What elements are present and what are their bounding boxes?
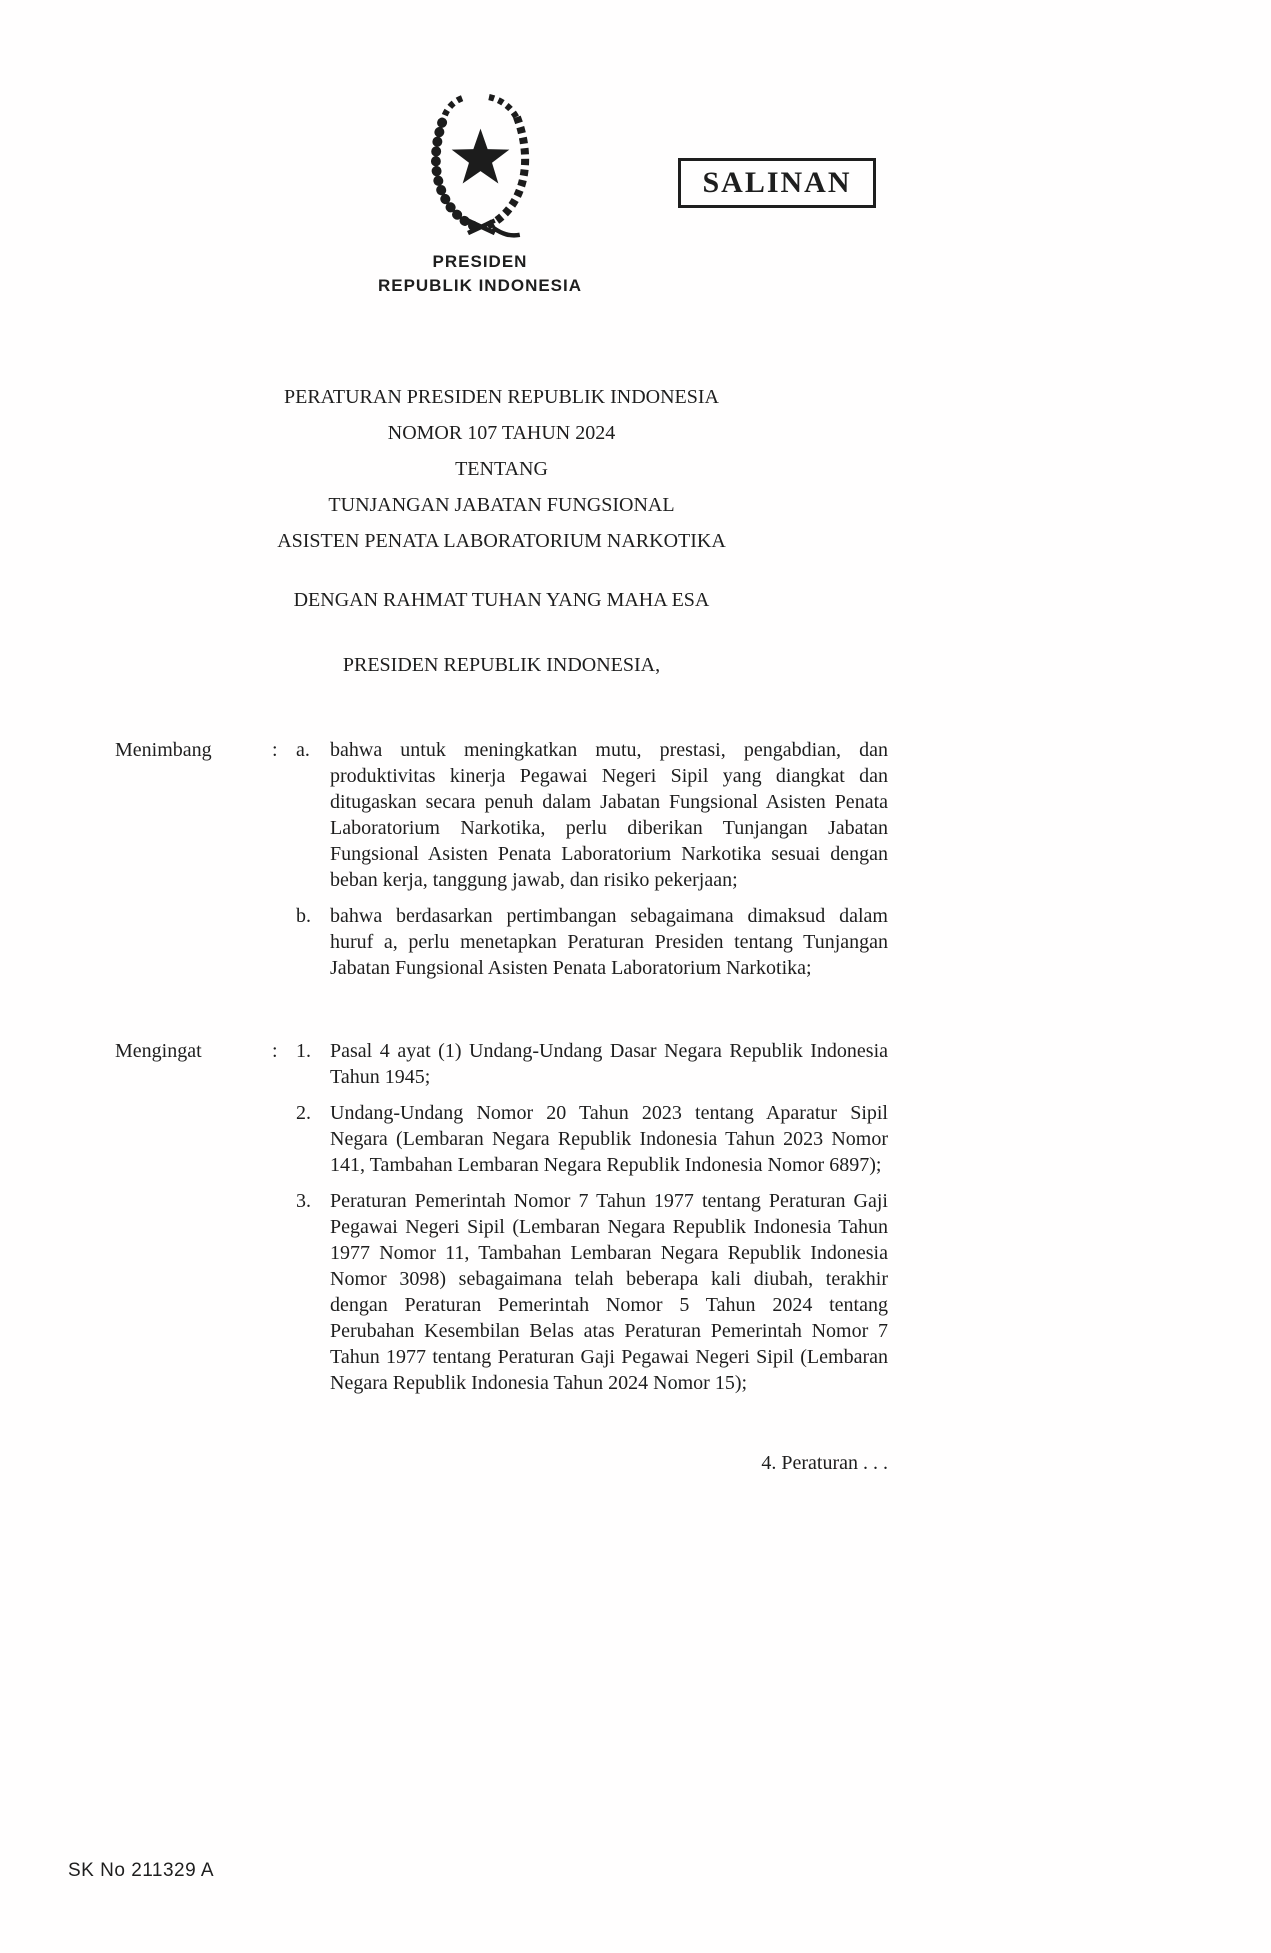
presidential-emblem-icon [345,92,615,242]
authority-line: PRESIDEN REPUBLIK INDONESIA, [342,654,661,676]
salinan-label: SALINAN [702,166,852,199]
mengingat-label: Mengingat [115,1040,202,1062]
item-marker: b. [296,905,311,927]
regulation-title: PERATURAN PRESIDEN REPUBLIK INDONESIA [283,386,720,408]
mengingat-item-3 [296,1188,888,1396]
item-marker: a. [296,739,310,761]
mengingat-item-2 [296,1100,888,1178]
menimbang-items [296,737,888,981]
menimbang-colon: : [272,739,278,761]
subject-line-2: ASISTEN PENATA LABORATORIUM NARKOTIKA [277,530,726,552]
item-marker: 1. [296,1040,311,1062]
letterhead-republik-indonesia: REPUBLIK INDONESIA [377,276,583,295]
item-marker: 3. [296,1190,311,1212]
invocation-line: DENGAN RAHMAT TUHAN YANG MAHA ESA [293,589,710,611]
salinan-stamp [678,158,876,208]
menimbang-item-a [296,737,888,893]
letterhead [345,92,615,296]
tentang-label: TENTANG [455,458,548,480]
menimbang-item-b [296,903,888,981]
menimbang-clause [115,737,888,981]
title-block [115,386,888,690]
letterhead-presiden: PRESIDEN [432,252,528,271]
mengingat-colon: : [272,1040,278,1062]
regulation-number: NOMOR 107 TAHUN 2024 [387,422,616,444]
subject-line-1: TUNJANGAN JABATAN FUNGSIONAL [328,494,675,516]
catchword: 4. Peraturan . . . [761,1452,888,1474]
item-text: bahwa untuk meningkatkan mutu, prestasi, pengabdian, dan produktivitas kinerja Pegawai Negeri Sipil yang diangkat dan ditugaskan secara penuh dalam Jabatan Fungsional Asisten Penata Laboratorium Narkotika, perlu diberikan Tunjangan Jabatan Fungsional Asisten Penata Laboratorium Narkotika sesuai dengan beban kerja, tanggung jawab, dan risiko pekerjaan; [330,739,888,891]
item-text: Peraturan Pemerintah Nomor 7 Tahun 1977 tentang Peraturan Gaji Pegawai Negeri Sipil (Lembaran Negara Republik Indonesia Tahun 1977 Nomor 11, Tambahan Lembaran Negara Republik Indonesia Nomor 3098) sebagaimana telah beberapa kali diubah, terakhir dengan Peraturan Pemerintah Nomor 5 Tahun 2024 tentang Perubahan Kesembilan Belas atas Peraturan Pemerintah Nomor 7 Tahun 1977 tentang Peraturan Gaji Pegawai Negeri Sipil (Lembaran Negara Republik Indonesia Tahun 2024 Nomor 15); [330,1190,888,1394]
mengingat-clause [115,1038,888,1396]
menimbang-label: Menimbang [115,739,212,761]
mengingat-items [296,1038,888,1396]
item-text: Pasal 4 ayat (1) Undang-Undang Dasar Negara Republik Indonesia Tahun 1945; [330,1040,888,1088]
item-text: bahwa berdasarkan pertimbangan sebagaimana dimaksud dalam huruf a, perlu menetapkan Peraturan Presiden tentang Tunjangan Jabatan Fungsional Asisten Penata Laboratorium Narkotika; [330,905,888,979]
mengingat-item-1 [296,1038,888,1090]
item-marker: 2. [296,1102,311,1124]
sk-number: SK No 211329 A [68,1860,215,1881]
item-text: Undang-Undang Nomor 20 Tahun 2023 tentang Aparatur Sipil Negara (Lembaran Negara Republik Indonesia Tahun 2023 Nomor 141, Tambahan Lembaran Negara Republik Indonesia Nomor 6897); [330,1102,888,1176]
